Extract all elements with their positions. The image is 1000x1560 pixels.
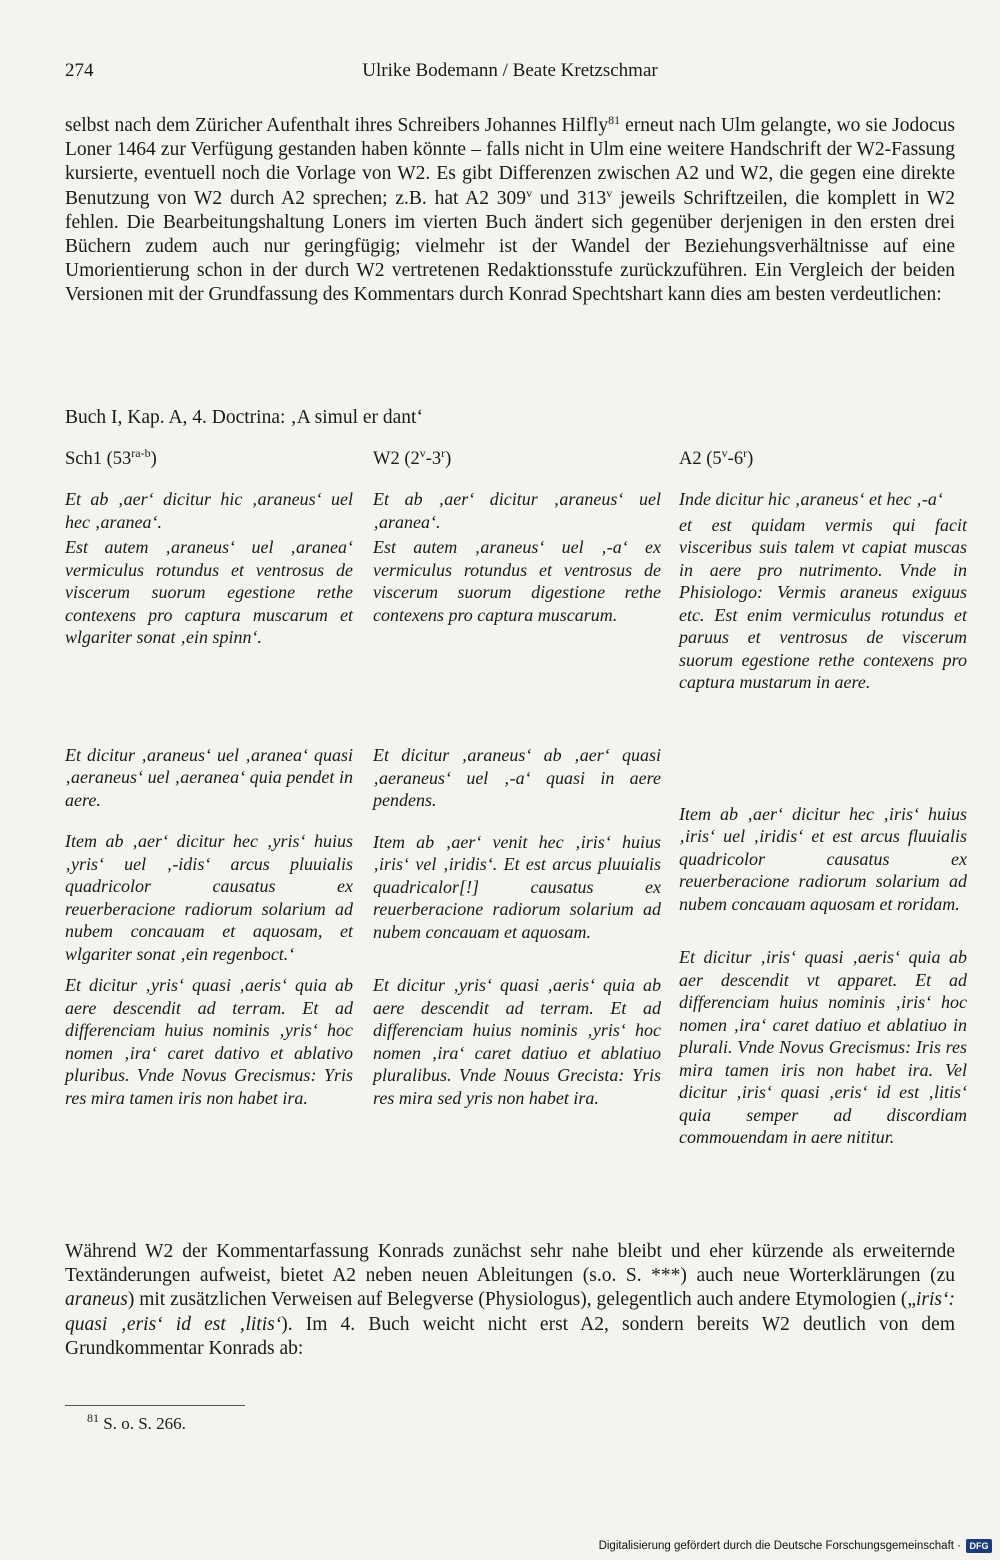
intro-text-2: erneut nach Ulm gelangte, wo sie Jodocus Loner 1464 zur Verfügung gestanden haben könnte – falls nicht in Ulm eine weitere Handschrift der W2-Fassung kursierte, eventuell noch die Vorlage von W2. Es gibt Differenzen zwischen A2 und W2, die gegen eine direkte Benutzung von W2 durch A2 sprechen; z.B. hat A2 309 <box>65 115 956 209</box>
running-head: Ulrike Bodemann / Beate Kretzschmar <box>362 60 658 81</box>
column-heading-text: A2 (5 <box>679 449 722 469</box>
folio-sup: v <box>526 185 533 200</box>
column-paragraph: Et dicitur ‚yris‘ quasi ‚aeris‘ quia ab aere descendit ad terram. Et ad differenciam huius nominis ‚yris‘ hoc nomen ‚ira‘ caret dativo et ablativo pluribus. Vnde Novus Grecismus: Yris res mira tamen iris non habet ira. <box>65 975 353 1108</box>
folio-sup: v <box>721 446 728 460</box>
outro-text-1: Während W2 der Kommentarfassung Konrads zunächst sehr nahe bleibt und eher kürzende als erweiternde Textänderungen aufweist, bietet A2 neben neuen Ableitungen (s.o. S. ***) auch neue Worterklärungen (zu <box>65 1241 955 1287</box>
folio-sup: r <box>441 446 446 460</box>
column-paragraph: Et dicitur ‚yris‘ quasi ‚aeris‘ quia ab aere descendit ad terram. Et ad differenciam huius nominis ‚yris‘ hoc nomen ‚ira‘ caret datiuo et ablatiuo pluralibus. Vnde Nouus Grecista: Yris res mira sed yris non habet ira. <box>373 975 661 1108</box>
intro-text-1: selbst nach dem Züricher Aufenthalt ihres Schreibers Johannes Hilfly <box>65 115 609 136</box>
footnote-text: S. o. S. 266. <box>99 1414 186 1433</box>
column-paragraph: Item ab ‚aer‘ dicitur hec ‚yris‘ huius ‚yris‘ uel ‚-idis‘ arcus pluuialis quadricolor causatus ex reuerberacione radiorum solarium ad nubem concauam et aquosam, et wlgariter sonat ‚ein regenboct.‘ <box>65 831 353 964</box>
intro-text-4: jeweils Schriftzeilen, die komplett in W2 fehlen. Die Bearbeitungshaltung Loners im vierten Buch ändert sich gegenüber derjenigen in den ersten drei Büchern zudem auch nur geringfügig; vielmehr ist der Wandel der Beziehungsverhältnisse auf eine Umorientierung schon in der durch W2 vertretenen Redaktionsstufe zurückzuführen. Ein Vergleich der beiden Versionen mit der Grundfassung des Kommentars durch Konrad Spechtshart kann dies am besten verdeutlichen: <box>65 187 956 306</box>
column-paragraph: Et ab ‚aer‘ dicitur hic ‚araneus‘ uel hec ‚aranea‘. <box>65 489 353 532</box>
outro-italic: iris‘: quasi ‚eris‘ id est ‚litis‘ <box>65 1289 955 1335</box>
column-paragraph: Et dicitur ‚iris‘ quasi ‚aeris‘ quia ab aer descendit vt apparet. Et ad differenciam huius nominis ‚iris‘ hoc nomen ‚ira‘ caret datiuo et ablatiuo in plurali. Vnde Novus Grecismus: Iris res mira tamen iris non habet ira. Vel dicitur ‚iris‘ quasi ‚eris‘ id est ‚litis‘ quia semper ad discordiam commouendam in aere nititur. <box>679 947 967 1147</box>
column-paragraph: Item ab ‚aer‘ dicitur hec ‚iris‘ huius ‚iris‘ uel ‚iridis‘ et est arcus fluuialis quadricolor causatus ex reuerberacione radiorum solarium ad nubem concauam aquosam et roridam. <box>679 803 967 914</box>
dfg-logo-icon: DFG <box>966 1539 992 1553</box>
outro-italic: araneus <box>65 1289 128 1311</box>
outro-text-3: ). Im 4. Buch weicht nicht erst A2, sondern bereits W2 deutlich von dem Grundkommentar Konrads ab: <box>65 1313 955 1359</box>
column-heading-text: ) <box>445 449 452 469</box>
column-a2 <box>679 488 967 1149</box>
folio-sup: v <box>419 446 426 460</box>
folio-sup: v <box>606 185 613 200</box>
funding-text: Digitalisierung gefördert durch die Deutsche Forschungsgemeinschaft · <box>598 1540 961 1552</box>
page-number: 274 <box>65 60 94 81</box>
folio-sup: r <box>743 446 748 460</box>
footnote-number: 81 <box>87 1411 99 1425</box>
column-paragraph: Est autem ‚araneus‘ uel ‚-a‘ ex vermiculus rotundus et ventrosus de viscerum suorum digestione rethe contexens pro captura muscarum. <box>373 537 661 625</box>
intro-text-3: und 313 <box>532 187 607 209</box>
footnote-ref-81[interactable]: 81 <box>608 113 621 127</box>
column-heading-sch1 <box>65 446 157 470</box>
column-paragraph: Et dicitur ‚araneus‘ uel ‚aranea‘ quasi ‚aeraneus‘ uel ‚aeranea‘ quia pendet in aere. <box>65 744 353 810</box>
folio-sup: ra-b <box>131 446 151 460</box>
column-heading-a2 <box>679 446 754 470</box>
footnote-divider <box>65 1405 245 1406</box>
outro-paragraph <box>65 1240 955 1361</box>
column-sch1 <box>65 488 353 1109</box>
page-header <box>65 60 955 88</box>
column-heading-text: W2 (2 <box>373 449 420 469</box>
column-paragraph: Et ab ‚aer‘ dicitur ‚araneus‘ uel ‚aranea‘. <box>373 489 661 532</box>
section-heading: Buch I, Kap. A, 4. Doctrina: ‚A simul er dant‘ <box>65 407 423 428</box>
column-heading-text: -3 <box>425 449 442 469</box>
column-paragraph: Est autem ‚araneus‘ uel ‚aranea‘ vermiculus rotundus et ventrosus de viscerum suorum egestione rethe contexens pro captura muscarum et wlgariter sonat ‚ein spinn‘. <box>65 537 353 647</box>
column-heading-text: -6 <box>727 449 744 469</box>
column-paragraph: et est quidam vermis qui facit visceribus suis talem vt capiat muscas in aere pro nutrimento. Vnde in Phisiologo: Vermis araneus exiguus etc. Est enim vermiculus rotundus et paruus et ventrosus de viscerum suorum egestione rethe contexens pro captura mustarum in aere. <box>679 514 967 692</box>
intro-paragraph <box>65 114 955 308</box>
column-w2 <box>373 488 661 1109</box>
column-paragraph: Item ab ‚aer‘ venit hec ‚iris‘ huius ‚iris‘ vel ‚iridis‘. Et est arcus pluuialis quadricalor[!] causatus ex reuerberacione radiorum solarium ad nubem concauam et aquosam. <box>373 831 661 942</box>
footnote-81 <box>87 1411 186 1434</box>
column-paragraph: Et dicitur ‚araneus‘ ab ‚aer‘ quasi ‚aeraneus‘ uel ‚-a‘ quasi in aere pendens. <box>373 745 661 810</box>
funding-footer <box>599 1537 992 1555</box>
column-heading-text: ) <box>747 449 754 469</box>
column-heading-w2 <box>373 446 452 470</box>
outro-text-2: ) mit zusätzlichen Verweisen auf Belegverse (Physiologus), gelegentlich auch andere Etymologien („ <box>127 1289 916 1311</box>
column-heading-text: ) <box>150 449 157 469</box>
column-heading-text: Sch1 (53 <box>65 449 132 469</box>
column-paragraph: Inde dicitur hic ‚araneus‘ et hec ‚-a‘ <box>679 489 943 509</box>
